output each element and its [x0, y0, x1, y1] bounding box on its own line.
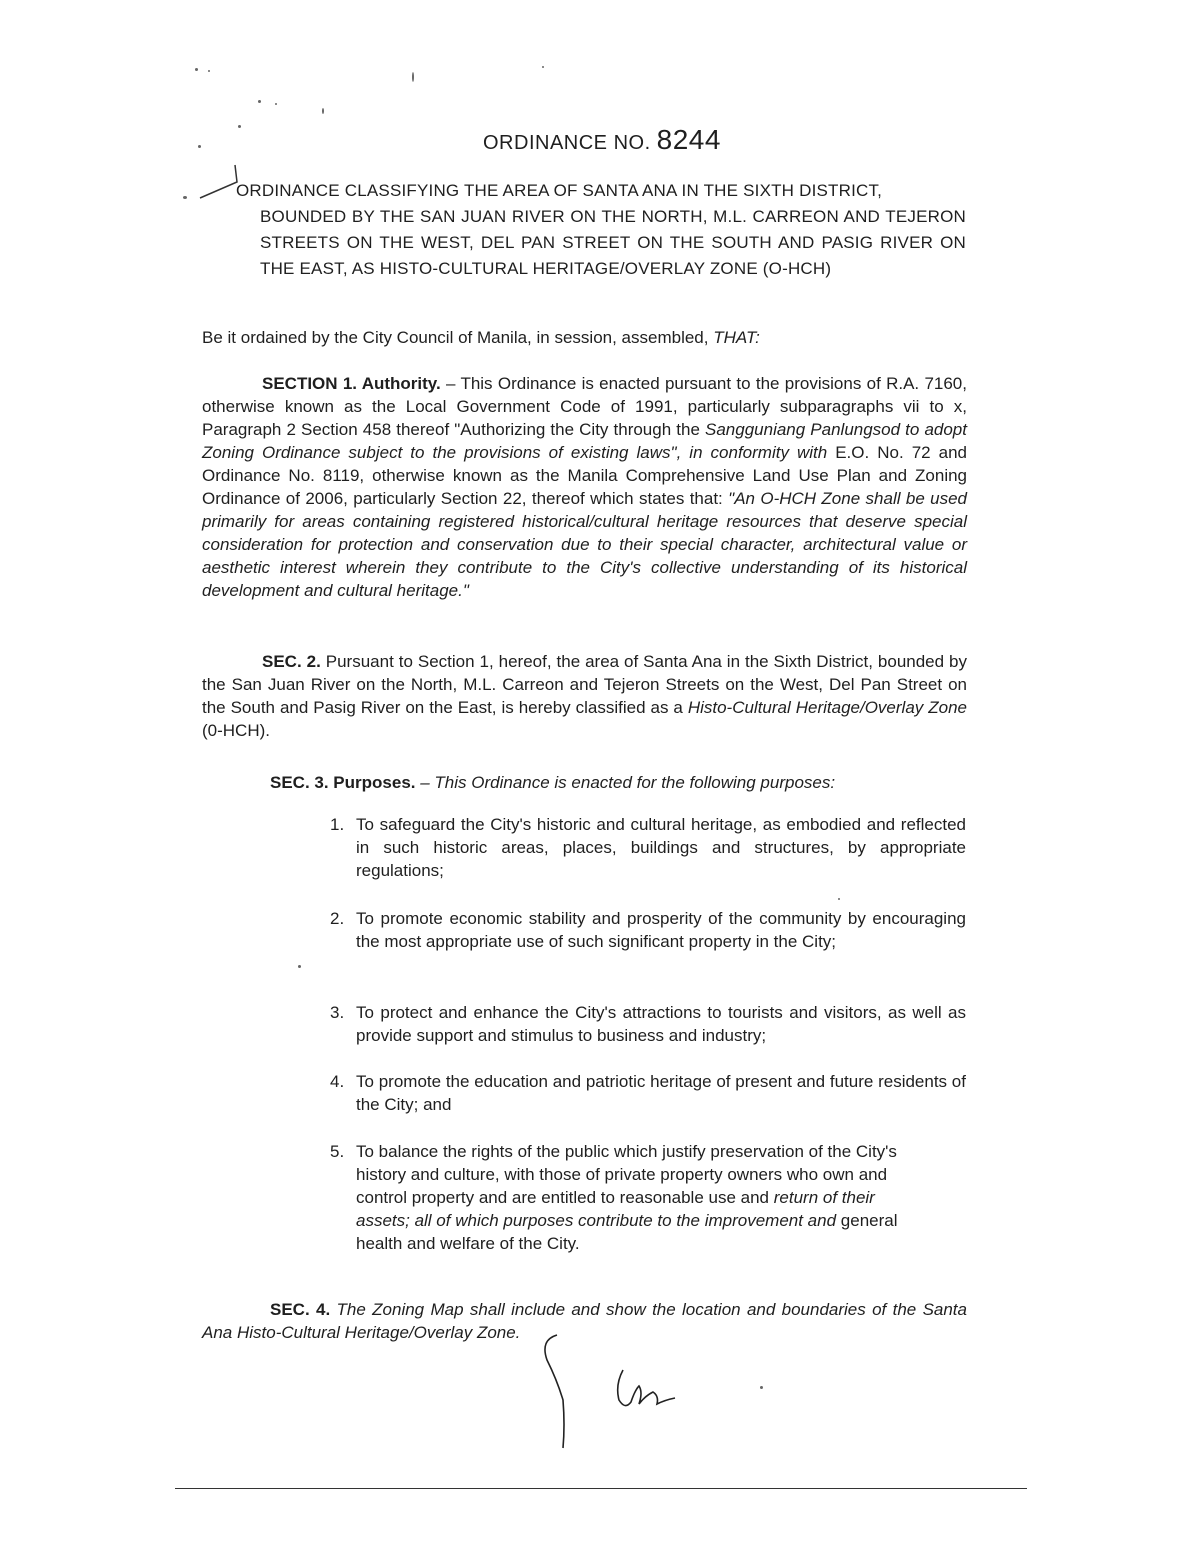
footer-divider: [175, 1488, 1027, 1489]
list-item: [330, 813, 966, 882]
list-item: [330, 1001, 966, 1047]
section-1: [202, 372, 967, 602]
scan-speck: [298, 965, 301, 968]
scan-speck: [198, 145, 201, 148]
list-item-number: 4.: [330, 1072, 345, 1091]
list-item: [330, 1070, 966, 1116]
list-item-text-part: To balance the rights of the public which justify preservation of the City's history and culture, with those of private property owners who own and control property and are entitled to reasonable use and: [356, 1142, 897, 1207]
section-2-tail: (0-HCH).: [202, 721, 270, 740]
section-2: [202, 650, 967, 742]
list-item-number: 1.: [330, 815, 345, 834]
section-2-italic: Histo-Cultural Heritage/Overlay Zone: [687, 698, 967, 717]
list-item-text-italic: return of their assets; all of which purposes contribute to the improvement and: [356, 1188, 875, 1230]
section-3-label: SEC. 3. Purposes.: [270, 773, 416, 792]
section-2-text: Pursuant to Section 1, hereof, the area of Santa Ana in the Sixth District, bounded by the San Juan River on the North, M.L. Carreon and Tejeron Streets on the West, Del Pan Street on the South and Pasig River on the East, is hereby classified as a: [202, 652, 967, 717]
section-2-label: SEC. 2.: [262, 652, 321, 671]
scan-speck: [258, 100, 261, 103]
enacting-text: Be it ordained by the City Council of Manila, in session, assembled,: [202, 328, 709, 347]
enacting-emphasis: THAT:: [713, 328, 760, 347]
ordinance-number: 8244: [656, 124, 721, 155]
list-item-number: 2.: [330, 909, 345, 928]
section-1-text2: E.O. No. 72 and Ordinance No. 8119, otherwise known as the Manila Comprehensive Land Use Plan and Zoning Ordinance of 2006, particularly Section 22, thereof which states that:: [202, 443, 967, 508]
ordinance-title: [483, 124, 721, 156]
handwritten-initials: [535, 1330, 705, 1455]
heading-rest: BOUNDED BY THE SAN JUAN RIVER ON THE NORTH, M.L. CARREON AND TEJERON STREETS ON THE WEST, DEL PAN STREET ON THE SOUTH AND PASIG RIVER ON THE EAST, AS HISTO-CULTURAL HERITAGE/OVERLAY ZONE (O-HCH): [260, 207, 966, 278]
ordinance-heading: [236, 178, 966, 282]
scan-speck: [760, 1386, 763, 1389]
section-3-intro: – This Ordinance is enacted for the following purposes:: [420, 773, 836, 792]
section-1-text: – This Ordinance is enacted pursuant to the provisions of R.A. 7160, otherwise known as the Local Government Code of 1991, particularly subparagraphs vii to x, Paragraph 2 Section 458 thereof "Authorizing the City through the: [202, 374, 967, 439]
scan-speck: [542, 66, 544, 68]
list-item: [330, 907, 966, 953]
heading-line1: ORDINANCE CLASSIFYING THE AREA OF SANTA ANA IN THE SIXTH DISTRICT,: [236, 181, 883, 200]
list-item: [330, 1140, 930, 1255]
section-4-text: The Zoning Map shall include and show the location and boundaries of the Santa Ana Histo-Cultural Heritage/Overlay Zone.: [202, 1300, 967, 1342]
section-1-label: SECTION 1. Authority.: [262, 374, 441, 393]
scan-speck: [412, 72, 414, 82]
scan-speck: [838, 898, 840, 900]
section-1-quote: "An O-HCH Zone shall be used primarily for areas containing registered historical/cultural heritage resources that deserve special consideration for protection and conservation due to their special character, architectural value or aesthetic interest wherein they contribute to the City's collective understanding of its historical development and cultural heritage.": [202, 489, 967, 600]
enacting-clause: [202, 328, 760, 348]
list-item-text: [356, 1140, 930, 1255]
section-1-italic: Sangguniang Panlungsod to adopt Zoning Ordinance subject to the provisions of existing laws", in conformity with: [202, 420, 967, 462]
scan-speck: [275, 103, 277, 105]
scan-speck: [183, 196, 187, 199]
list-item-number: 5.: [330, 1142, 345, 1161]
scan-speck: [195, 68, 198, 71]
list-item-text: To protect and enhance the City's attractions to tourists and visitors, as well as provide support and stimulus to business and industry;: [356, 1003, 966, 1045]
list-item-text: To safeguard the City's historic and cultural heritage, as embodied and reflected in such historic areas, places, buildings and structures, by appropriate regulations;: [356, 815, 966, 880]
list-item-text: To promote economic stability and prosperity of the community by encouraging the most appropriate use of such significant property in the City;: [356, 909, 966, 951]
scan-speck: [238, 125, 241, 128]
ordinance-label: ORDINANCE NO.: [483, 132, 651, 154]
list-item-text: To promote the education and patriotic heritage of present and future residents of the City; and: [356, 1072, 966, 1114]
section-4-label: SEC. 4.: [270, 1300, 331, 1319]
list-item-text-tail: general health and welfare of the City.: [356, 1211, 898, 1253]
section-3-heading: [270, 773, 835, 793]
scan-speck: [208, 70, 210, 72]
list-item-number: 3.: [330, 1003, 345, 1022]
scan-speck: [322, 108, 324, 114]
